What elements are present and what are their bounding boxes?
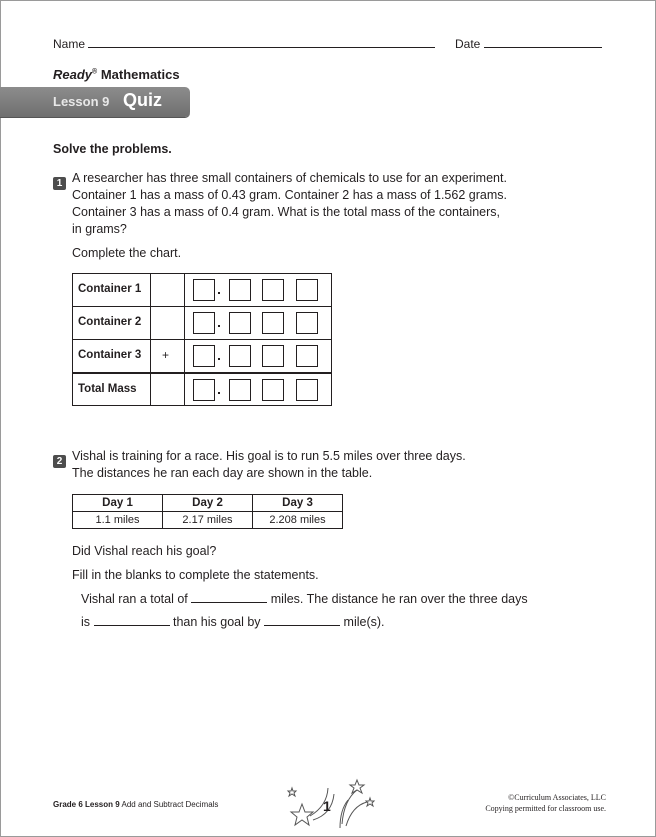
digit-box[interactable] bbox=[296, 312, 318, 334]
instructions: Solve the problems. bbox=[53, 142, 172, 156]
date-blank[interactable] bbox=[484, 35, 602, 48]
q2-question: Did Vishal reach his goal? bbox=[72, 544, 217, 558]
q1-line: A researcher has three small containers of chemicals to use for an experiment. bbox=[72, 171, 507, 185]
chart-row bbox=[73, 307, 331, 340]
q2-line: The distances he ran each day are shown in the table. bbox=[72, 466, 373, 480]
table-cell: 2.17 miles bbox=[163, 512, 253, 529]
distance-table bbox=[72, 494, 343, 529]
copyright-line: ©Curriculum Associates, LLC bbox=[508, 793, 606, 802]
series-brand: Ready bbox=[53, 67, 93, 82]
q2-fill-prompt: Fill in the blanks to complete the statements. bbox=[72, 568, 319, 582]
q1-line: Container 3 has a mass of 0.4 gram. What is the total mass of the containers, bbox=[72, 205, 500, 219]
lesson-banner bbox=[0, 87, 190, 117]
q2-number-badge bbox=[53, 451, 66, 469]
registered-mark: ® bbox=[92, 68, 98, 76]
q2-text bbox=[72, 448, 466, 482]
statement-1 bbox=[81, 590, 528, 608]
table-header: Day 3 bbox=[253, 495, 343, 512]
digit-box[interactable] bbox=[296, 379, 318, 401]
chart-row bbox=[73, 274, 331, 307]
statement-text: Vishal ran a total of bbox=[81, 592, 188, 606]
chart-row-label: Container 2 bbox=[78, 316, 142, 328]
statement-2 bbox=[81, 613, 385, 631]
lesson-label: Lesson 9 bbox=[53, 94, 110, 109]
table-cell: 2.208 miles bbox=[253, 512, 343, 529]
table-header-row bbox=[73, 495, 343, 512]
digit-box[interactable] bbox=[296, 279, 318, 301]
digit-box[interactable] bbox=[262, 279, 284, 301]
statement-text: miles. The distance he ran over the three days bbox=[270, 592, 528, 606]
footer-lesson-info bbox=[53, 800, 218, 809]
plus-sign: + bbox=[162, 348, 170, 362]
difference-blank[interactable] bbox=[264, 613, 340, 626]
table-row bbox=[73, 512, 343, 529]
name-row bbox=[53, 35, 435, 51]
series-title bbox=[53, 67, 180, 82]
digit-box[interactable] bbox=[296, 345, 318, 367]
chart-row-label: Container 1 bbox=[78, 283, 142, 295]
digit-box[interactable] bbox=[193, 279, 215, 301]
series-subject: Mathematics bbox=[100, 67, 180, 82]
digit-box[interactable] bbox=[262, 379, 284, 401]
footer-grade-lesson: Grade 6 Lesson 9 bbox=[53, 800, 120, 809]
q2-line: Vishal is training for a race. His goal is to run 5.5 miles over three days. bbox=[72, 449, 466, 463]
q1-text bbox=[72, 170, 507, 238]
q1-number-badge bbox=[53, 173, 66, 191]
footer-topic: Add and Subtract Decimals bbox=[121, 800, 219, 809]
permission-line: Copying permitted for classroom use. bbox=[485, 804, 606, 813]
q1-number: 1 bbox=[53, 177, 66, 190]
chart-row bbox=[73, 340, 331, 373]
q1-line: in grams? bbox=[72, 222, 127, 236]
table-header: Day 2 bbox=[163, 495, 253, 512]
decimal-point bbox=[218, 325, 220, 327]
decimal-point bbox=[218, 358, 220, 360]
total-miles-blank[interactable] bbox=[191, 590, 267, 603]
statement-text: than his goal by bbox=[173, 615, 261, 629]
statement-text: mile(s). bbox=[343, 615, 385, 629]
decimal-chart bbox=[72, 273, 332, 406]
statement-text: is bbox=[81, 615, 91, 629]
table-header: Day 1 bbox=[73, 495, 163, 512]
chart-row bbox=[73, 373, 331, 406]
name-label: Name bbox=[53, 37, 86, 51]
q2-number: 2 bbox=[53, 455, 66, 468]
date-label: Date bbox=[455, 37, 481, 51]
digit-box[interactable] bbox=[229, 312, 251, 334]
comparison-blank[interactable] bbox=[94, 613, 170, 626]
star-decoration-icon bbox=[282, 776, 382, 832]
digit-box[interactable] bbox=[193, 345, 215, 367]
footer-copyright bbox=[470, 792, 606, 814]
page-number: 1 bbox=[323, 798, 331, 814]
decimal-point bbox=[218, 292, 220, 294]
name-blank[interactable] bbox=[88, 35, 435, 48]
digit-box[interactable] bbox=[193, 379, 215, 401]
quiz-label: Quiz bbox=[123, 90, 162, 110]
digit-box[interactable] bbox=[229, 379, 251, 401]
q1-line: Container 1 has a mass of 0.43 gram. Container 2 has a mass of 1.562 grams. bbox=[72, 188, 507, 202]
digit-box[interactable] bbox=[193, 312, 215, 334]
chart-row-label: Total Mass bbox=[78, 383, 137, 395]
digit-box[interactable] bbox=[262, 312, 284, 334]
digit-box[interactable] bbox=[262, 345, 284, 367]
date-row bbox=[455, 35, 602, 51]
table-cell: 1.1 miles bbox=[73, 512, 163, 529]
decimal-point bbox=[218, 392, 220, 394]
q1-prompt: Complete the chart. bbox=[72, 246, 182, 260]
chart-row-label: Container 3 bbox=[78, 349, 142, 361]
digit-box[interactable] bbox=[229, 279, 251, 301]
digit-box[interactable] bbox=[229, 345, 251, 367]
